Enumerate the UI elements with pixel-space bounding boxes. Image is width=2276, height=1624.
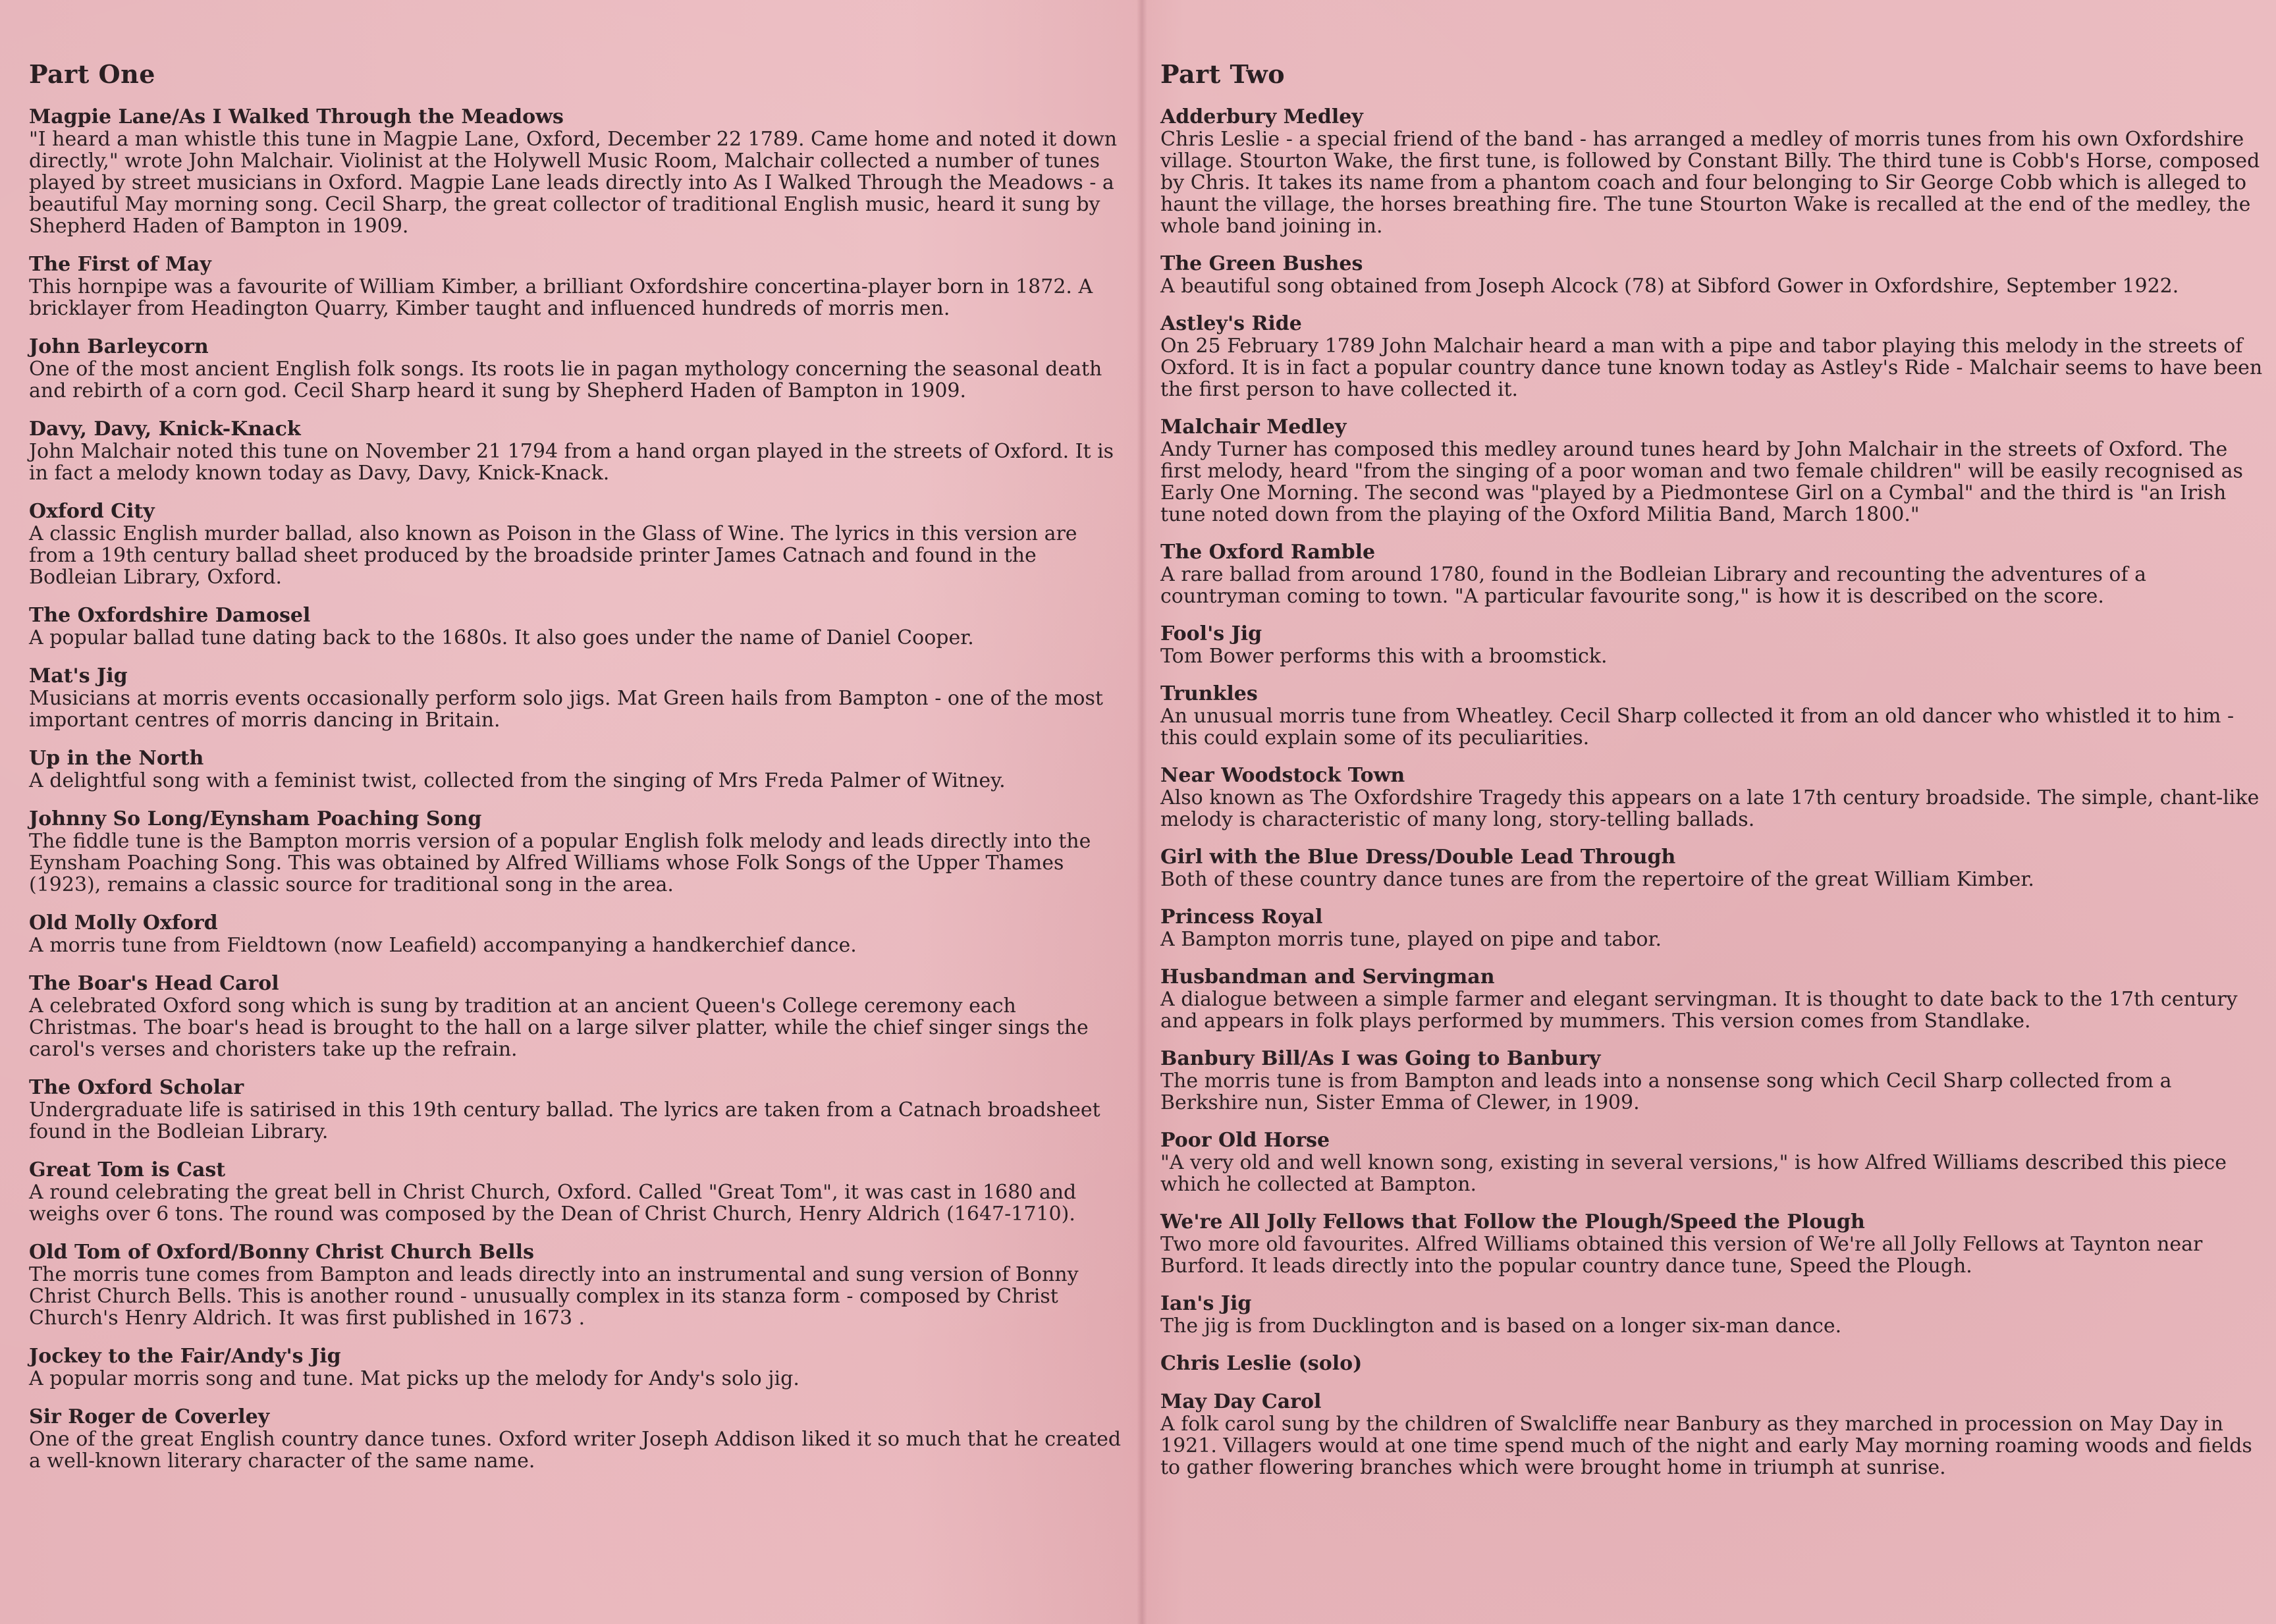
track-description: This hornpipe was a favourite of William Kimber, a brilliant Oxfordshire concertina-player born in 1872. A bricklayer from Headington Quarry, Kimber taught and influenced hundreds of morris men. xyxy=(29,275,1093,320)
track-description: Andy Turner has composed this medley around tunes heard by John Malchair in the streets of Oxford. The first melody, heard "from the singing of a poor woman and two female children" will be easily recognised as Early One Morning. The second was "played by a Piedmontese Girl on a Cymbal" and the third is "an Irish tune noted down from the playing of the Oxford Militia Band, March 1800." xyxy=(1160,438,2243,526)
track-title: Fool's Jig xyxy=(1160,622,1262,645)
track-title: The Oxfordshire Damosel xyxy=(29,604,311,627)
track-description: Two more old favourites. Alfred Williams obtained this version of We're all Jolly Fellows at Taynton near Burford. It leads directly into the popular country dance tune, Speed the Plough. xyxy=(1160,1233,2203,1278)
track-description: An unusual morris tune from Wheatley. Cecil Sharp collected it from an old dancer who whistled it to him - this could explain some of its peculiarities. xyxy=(1160,705,2235,749)
track-description: A morris tune from Fieldtown (now Leafield) accompanying a handkerchief dance. xyxy=(29,934,857,957)
track-title: Astley's Ride xyxy=(1160,312,1302,335)
part-one-track-list xyxy=(29,106,1122,1472)
track-entry xyxy=(29,336,1122,402)
track-title: May Day Carol xyxy=(1160,1390,1322,1413)
track-entry xyxy=(29,1345,1122,1390)
track-entry xyxy=(29,605,1122,649)
track-title: We're All Jolly Fellows that Follow the Plough/Speed the Plough xyxy=(1160,1210,1865,1233)
track-description: A dialogue between a simple farmer and elegant servingman. It is thought to date back to the 17th century and appears in folk plays performed by mummers. This version comes from Standlake. xyxy=(1160,988,2238,1033)
track-entry xyxy=(29,665,1122,731)
track-title: Near Woodstock Town xyxy=(1160,764,1405,787)
track-description: Chris Leslie - a special friend of the band - has arranged a medley of morris tunes from his own Oxfordshire village. Stourton Wake, the first tune, is followed by Constant Billy. The third tune is Cobb's Horse, composed by Chris. It takes its name from a phantom coach and four belonging to Sir George Cobb which is alleged to haunt the village, the horses breathing fire. The tune Stourton Wake is recalled at the end of the medley, the whole band joining in. xyxy=(1160,128,2260,238)
track-title: Great Tom is Cast xyxy=(29,1158,226,1181)
track-entry xyxy=(29,1406,1122,1472)
track-description: "I heard a man whistle this tune in Magpie Lane, Oxford, December 22 1789. Came home and noted it down directly," wrote John Malchair. Violinist at the Holywell Music Room, Malchair collected a number of tunes played by street musicians in Oxford. Magpie Lane leads directly into As I Walked Through the Meadows - a beautiful May morning song. Cecil Sharp, the great collector of traditional English music, heard it sung by Shepherd Haden of Bampton in 1909. xyxy=(29,128,1118,238)
track-title: Mat's Jig xyxy=(29,664,128,688)
track-description: A classic English murder ballad, also known as Poison in the Glass of Wine. The lyrics in this version are from a 19th century ballad sheet produced by the broadside printer James Catnach and found in the Bodleian Library, Oxford. xyxy=(29,522,1077,589)
track-entry xyxy=(1160,846,2267,890)
part-one-column xyxy=(29,59,1122,1488)
track-entry xyxy=(29,973,1122,1060)
track-title: Girl with the Blue Dress/Double Lead Through xyxy=(1160,846,1676,869)
track-description: The jig is from Ducklington and is based on a longer six-man dance. xyxy=(1160,1314,1842,1338)
track-description: One of the great English country dance tunes. Oxford writer Joseph Addison liked it so much that he created a well-known literary character of the same name. xyxy=(29,1428,1122,1473)
track-entry xyxy=(29,1241,1122,1329)
track-title: Banbury Bill/As I was Going to Banbury xyxy=(1160,1047,1601,1070)
track-description: On 25 February 1789 John Malchair heard a man with a pipe and tabor playing this melody in the streets of Oxford. It is in fact a popular country dance tune known today as Astley's Ride - Malchair seems to have been the first person to have collected it. xyxy=(1160,335,2263,401)
track-entry xyxy=(29,106,1122,237)
part-one-heading: Part One xyxy=(29,59,155,89)
track-title: Princess Royal xyxy=(1160,906,1323,929)
track-title: Old Molly Oxford xyxy=(29,911,218,934)
track-entry xyxy=(1160,966,2267,1032)
track-title: The Oxford Scholar xyxy=(29,1076,244,1099)
track-description: A celebrated Oxford song which is sung by tradition at an ancient Queen's College ceremony each Christmas. The boar's head is brought to the hall on a large silver platter, while the chief singer sings the carol's verses and choristers take up the refrain. xyxy=(29,994,1089,1061)
track-title: The First of May xyxy=(29,253,211,276)
part-two-track-list xyxy=(1160,106,2267,1478)
track-entry xyxy=(1160,683,2267,749)
track-title: Husbandman and Servingman xyxy=(1160,965,1495,988)
track-entry xyxy=(29,1159,1122,1225)
track-description: "A very old and well known song, existing in several versions," is how Alfred Williams described this piece which he collected at Bampton. xyxy=(1160,1151,2227,1196)
track-description: A delightful song with a feminist twist, collected from the singing of Mrs Freda Palmer of Witney. xyxy=(29,769,1006,792)
track-entry xyxy=(1160,313,2267,400)
track-description: The morris tune is from Bampton and leads into a nonsense song which Cecil Sharp collected from a Berkshire nun, Sister Emma of Clewer, in 1909. xyxy=(1160,1069,2172,1114)
track-description: A round celebrating the great bell in Christ Church, Oxford. Called "Great Tom", it was cast in 1680 and weighs over 6 tons. The round was composed by the Dean of Christ Church, Henry Aldrich (1647-1710). xyxy=(29,1181,1077,1226)
track-description: A rare ballad from around 1780, found in the Bodleian Library and recounting the adventures of a countryman coming to town. "A particular favourite song," is how it is described on the score. xyxy=(1160,563,2147,608)
track-description: The morris tune comes from Bampton and leads directly into an instrumental and sung version of Bonny Christ Church Bells. This is another round - unusually complex in its stanza form - composed by Christ Church's Henry Aldrich. It was first published in 1673 . xyxy=(29,1263,1079,1330)
track-description: Musicians at morris events occasionally perform solo jigs. Mat Green hails from Bampton - one of the most important centres of morris dancing in Britain. xyxy=(29,687,1103,732)
track-title: Poor Old Horse xyxy=(1160,1129,1330,1152)
track-entry xyxy=(1160,106,2267,237)
track-title: Davy, Davy, Knick-Knack xyxy=(29,418,301,441)
track-entry xyxy=(1160,541,2267,607)
track-title: Up in the North xyxy=(29,747,204,770)
part-two-heading: Part Two xyxy=(1160,59,1286,89)
track-title: Johnny So Long/Eynsham Poaching Song xyxy=(29,807,482,830)
track-entry xyxy=(29,418,1122,484)
track-title: Magpie Lane/As I Walked Through the Meadows xyxy=(29,105,564,128)
track-description: Both of these country dance tunes are from the repertoire of the great William Kimber. xyxy=(1160,868,2034,891)
track-entry xyxy=(1160,1048,2267,1114)
track-description: Also known as The Oxfordshire Tragedy this appears on a late 17th century broadside. The simple, chant-like melody is characteristic of many long, story-telling ballads. xyxy=(1160,786,2260,831)
track-entry xyxy=(29,912,1122,956)
track-title: The Oxford Ramble xyxy=(1160,541,1376,564)
track-entry xyxy=(29,501,1122,588)
track-entry xyxy=(1160,906,2267,950)
track-title: Oxford City xyxy=(29,500,155,523)
track-description: A folk carol sung by the children of Swalcliffe near Banbury as they marched in procession on May Day in 1921. Villagers would at one time spend much of the night and early May morning roaming woods and fields to gather flowering branches which were brought home in triumph at sunrise. xyxy=(1160,1413,2252,1479)
track-description: The fiddle tune is the Bampton morris version of a popular English folk melody and leads directly into the Eynsham Poaching Song. This was obtained by Alfred Williams whose Folk Songs of the Upper Thames (1923), remains a classic source for traditional song in the area. xyxy=(29,830,1091,896)
track-entry xyxy=(1160,1211,2267,1277)
track-title: Sir Roger de Coverley xyxy=(29,1405,270,1428)
track-entry xyxy=(1160,416,2267,526)
track-description: One of the most ancient English folk songs. Its roots lie in pagan mythology concerning the seasonal death and rebirth of a corn god. Cecil Sharp heard it sung by Shepherd Haden of Bampton in 1909. xyxy=(29,358,1102,402)
track-entry xyxy=(1160,1129,2267,1195)
track-description: John Malchair noted this tune on November 21 1794 from a hand organ played in the streets of Oxford. It is in fact a melody known today as Davy, Davy, Knick-Knack. xyxy=(29,440,1114,485)
track-title: Malchair Medley xyxy=(1160,416,1347,439)
track-title: The Boar's Head Carol xyxy=(29,972,279,995)
part-two-column xyxy=(1160,59,2267,1494)
track-entry xyxy=(1160,765,2267,830)
track-entry xyxy=(1160,253,2267,297)
track-title: John Barleycorn xyxy=(29,335,209,358)
track-entry xyxy=(29,747,1122,792)
track-title: Trunkles xyxy=(1160,682,1258,705)
track-description: Undergraduate life is satirised in this 19th century ballad. The lyrics are taken from a Catnach broadsheet found in the Bodleian Library. xyxy=(29,1098,1100,1143)
track-entry xyxy=(29,254,1122,319)
track-entry xyxy=(29,1077,1122,1143)
track-title: Old Tom of Oxford/Bonny Christ Church Bells xyxy=(29,1241,534,1264)
track-entry xyxy=(1160,623,2267,667)
track-entry xyxy=(1160,1391,2267,1478)
track-description: A beautiful song obtained from Joseph Alcock (78) at Sibford Gower in Oxfordshire, September 1922. xyxy=(1160,275,2179,298)
track-description: A Bampton morris tune, played on pipe and tabor. xyxy=(1160,928,1662,951)
track-title: Chris Leslie (solo) xyxy=(1160,1352,1363,1375)
track-entry xyxy=(1160,1353,2267,1375)
track-description: A popular morris song and tune. Mat picks up the melody for Andy's solo jig. xyxy=(29,1367,799,1390)
track-description: A popular ballad tune dating back to the 1680s. It also goes under the name of Daniel Cooper. xyxy=(29,626,974,649)
track-description: Tom Bower performs this with a broomstick. xyxy=(1160,645,1608,668)
track-entry xyxy=(1160,1293,2267,1337)
track-entry xyxy=(29,808,1122,896)
track-title: Adderbury Medley xyxy=(1160,105,1363,128)
track-title: Ian's Jig xyxy=(1160,1292,1252,1315)
track-title: The Green Bushes xyxy=(1160,252,1363,275)
track-title: Jockey to the Fair/Andy's Jig xyxy=(29,1345,341,1368)
center-fold xyxy=(1137,0,1147,1624)
